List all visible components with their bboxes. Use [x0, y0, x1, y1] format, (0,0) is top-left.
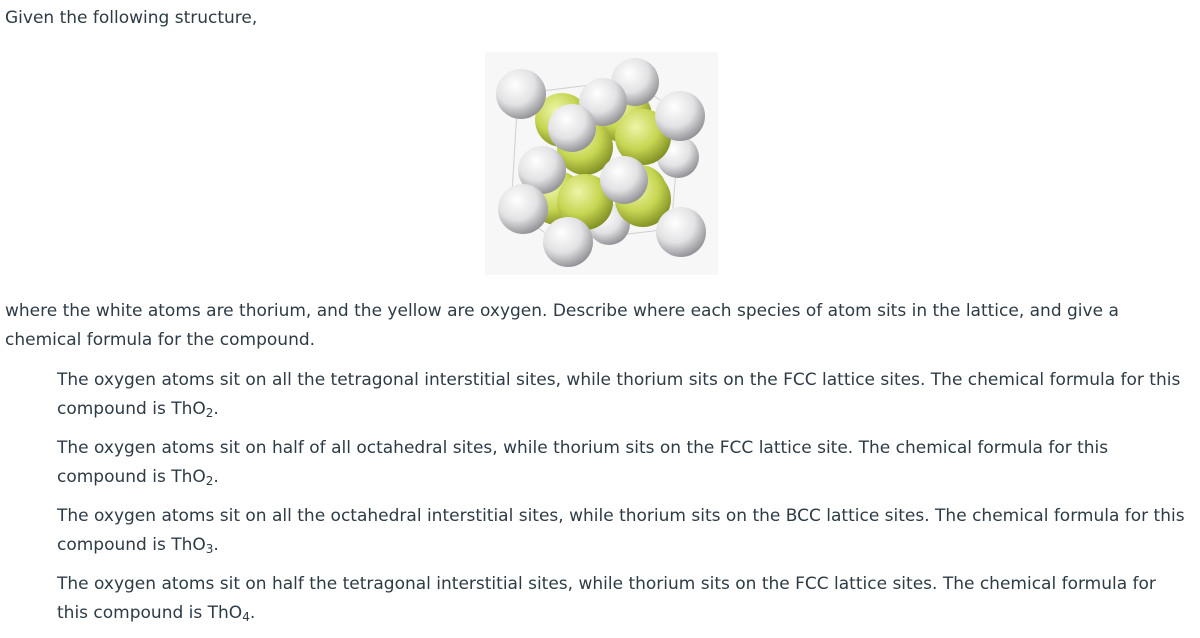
- crystal-structure-figure: [485, 52, 718, 275]
- option-text: The oxygen atoms sit on all the tetragonal interstitial sites, while thorium sits on the FCC lattice sites. The chemical formula for this compound is ThO: [57, 370, 1181, 419]
- formula-subscript: 2: [205, 474, 214, 488]
- intro-text: Given the following structure,: [5, 8, 258, 28]
- formula-subscript: 3: [205, 542, 214, 556]
- crystal-structure-diagram: [485, 52, 718, 275]
- formula-subscript: 4: [242, 610, 250, 624]
- answer-option-1[interactable]: [57, 366, 1192, 424]
- formula-subscript: 2: [205, 406, 214, 420]
- thorium-atom: [656, 207, 706, 257]
- option-text: The oxygen atoms sit on all the octahedral interstitial sites, while thorium sits on the BCC lattice sites. The chemical formula for this compound is ThO: [57, 506, 1185, 555]
- thorium-atom: [548, 104, 596, 152]
- answer-option-4[interactable]: [57, 570, 1192, 628]
- option-period: .: [249, 603, 256, 623]
- thorium-atom: [498, 184, 548, 234]
- option-text: The oxygen atoms sit on half the tetragonal interstitial sites, while thorium sits on the FCC lattice sites. The chemical formula for this compound is ThO: [57, 574, 1156, 623]
- option-period: .: [213, 535, 219, 555]
- answer-option-2[interactable]: [57, 434, 1192, 492]
- answer-option-3[interactable]: [57, 502, 1192, 560]
- thorium-atom: [543, 217, 593, 267]
- option-text: The oxygen atoms sit on half of all octahedral sites, while thorium sits on the FCC lattice site. The chemical formula for this compound is ThO: [57, 438, 1109, 487]
- thorium-atom: [600, 156, 648, 204]
- answer-options: [57, 366, 1192, 638]
- option-period: .: [213, 467, 219, 487]
- thorium-atom: [655, 91, 705, 141]
- option-period: .: [213, 399, 219, 419]
- question-text: where the white atoms are thorium, and the yellow are oxygen. Describe where each species of atom sits in the lattice, and give a chemical formula for the compound.: [5, 301, 1119, 350]
- thorium-atom: [496, 69, 546, 119]
